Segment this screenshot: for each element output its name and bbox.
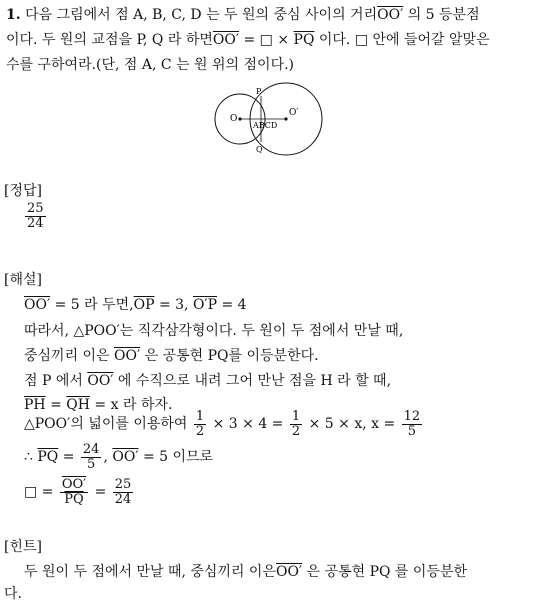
- center-o-dot: [238, 117, 241, 120]
- segment-oo: OO′: [276, 564, 303, 580]
- solution-text: = 3,: [154, 297, 193, 313]
- solution-text: ,: [103, 449, 113, 466]
- answer-numerator: 25: [27, 201, 44, 216]
- fraction-denominator: 5: [407, 423, 417, 439]
- solution-text: =: [90, 484, 111, 501]
- solution-text: 중심끼리 이은: [24, 348, 115, 364]
- hint-text: 두 원이 두 점에서 만날 때, 중심끼리 이은: [24, 564, 276, 580]
- answer-fraction: [23, 202, 48, 230]
- solution-text: = x 라 하자.: [89, 397, 173, 413]
- segment-pq: $\overline{PQ}$: [37, 449, 59, 466]
- solution-line-1: [24, 294, 247, 314]
- solution-text: × 5 × x, x =: [304, 416, 400, 433]
- fraction-denominator: 2: [195, 423, 205, 439]
- segment-pq: $\overline{PQ}$: [293, 32, 315, 48]
- segment-oo: OO′: [377, 7, 404, 23]
- fraction-denominator: PQ: [64, 491, 84, 507]
- problem-text: 의 5 등분점: [403, 7, 480, 23]
- problem-text: 이다. 두 원의 교점을 P, Q 라 하면: [6, 32, 213, 48]
- fraction-denominator: 5: [87, 456, 96, 472]
- solution-text: 점 P 에서: [24, 373, 88, 389]
- label-abcd: ABCD: [253, 121, 278, 130]
- solution-line-8: [24, 478, 135, 506]
- solution-text: =: [58, 449, 79, 466]
- hint-line-1: [24, 561, 467, 581]
- solution-line-7: [24, 443, 213, 471]
- fraction-numerator: 1: [195, 409, 205, 424]
- fraction-numerator: OO′: [61, 477, 87, 492]
- segment-oo: OO′: [212, 32, 240, 48]
- problem-text: 다음 그림에서 점 A, B, C, D 는 두 원의 중심 사이의 거리: [25, 7, 378, 23]
- hint-text: 은 공통현 PQ 를 이등분한: [302, 564, 468, 580]
- fraction-numerator: 24: [82, 442, 100, 457]
- solution-text: 은 공통현 PQ를 이등분한다.: [140, 348, 319, 364]
- answer-heading: [정답]: [4, 183, 42, 199]
- hint-heading: [힌트]: [4, 539, 42, 555]
- two-circles-figure: [208, 82, 328, 162]
- fraction-denominator: 2: [291, 423, 301, 439]
- problem-number: 1.: [6, 7, 21, 23]
- problem-line-2: [6, 29, 490, 49]
- solution-text: =: [45, 397, 67, 413]
- fraction-numerator: 12: [403, 409, 421, 424]
- center-o-prime-dot: [284, 117, 287, 120]
- problem-text: = □ ×: [239, 32, 294, 48]
- solution-text: = 5 라 두면,: [50, 297, 134, 313]
- solution-text: = 4: [217, 297, 247, 313]
- problem-line-3: [6, 54, 294, 74]
- segment-ph: $\overline{PH}$: [24, 397, 46, 413]
- label-o-prime: O′: [289, 108, 299, 118]
- solution-heading: [해설]: [4, 272, 42, 288]
- solution-line-6: [24, 410, 424, 438]
- segment-oo: OO′: [24, 297, 51, 313]
- solution-text: = 5 이므로: [138, 449, 214, 466]
- label-o: O: [230, 114, 238, 124]
- solution-text: × 3 × 4 =: [208, 416, 288, 433]
- solution-line-4: [24, 370, 391, 390]
- fraction-denominator: 24: [114, 491, 132, 507]
- label-q: Q: [256, 145, 263, 154]
- solution-text: 따라서, △POO′는 직각삼각형이다. 두 원이 두 점에서 만날 때,: [24, 323, 404, 339]
- label-p: P: [256, 87, 262, 96]
- solution-text: ∴: [24, 449, 38, 466]
- answer-denominator: 24: [27, 215, 44, 231]
- segment-oo: OO′: [114, 348, 141, 364]
- problem-text: 이다. □ 안에 들어갈 알맞은: [314, 32, 490, 48]
- hint-line-2: [4, 583, 22, 603]
- solution-line-3: [24, 345, 319, 365]
- hint-text: 다.: [4, 586, 22, 602]
- segment-qh: $\overline{QH}$: [66, 397, 90, 413]
- segment-oo: OO′: [87, 373, 114, 389]
- fraction-numerator: 25: [114, 477, 132, 492]
- problem-line-1: [6, 4, 480, 24]
- solution-line-2: [24, 320, 403, 340]
- solution-text: □ =: [24, 484, 58, 501]
- segment-op: $\overline{OP}$: [133, 297, 155, 313]
- segment-o-prime-p: O′P: [192, 297, 218, 313]
- solution-text: 에 수직으로 내려 그어 만난 점을 H 라 할 때,: [113, 373, 392, 389]
- solution-text: △POO′의 넓이를 이용하여: [24, 416, 192, 433]
- segment-oo: OO′: [112, 449, 139, 466]
- problem-text: 수를 구하여라.(단, 점 A, C 는 원 위의 점이다.): [6, 57, 295, 73]
- fraction-numerator: 1: [291, 409, 301, 424]
